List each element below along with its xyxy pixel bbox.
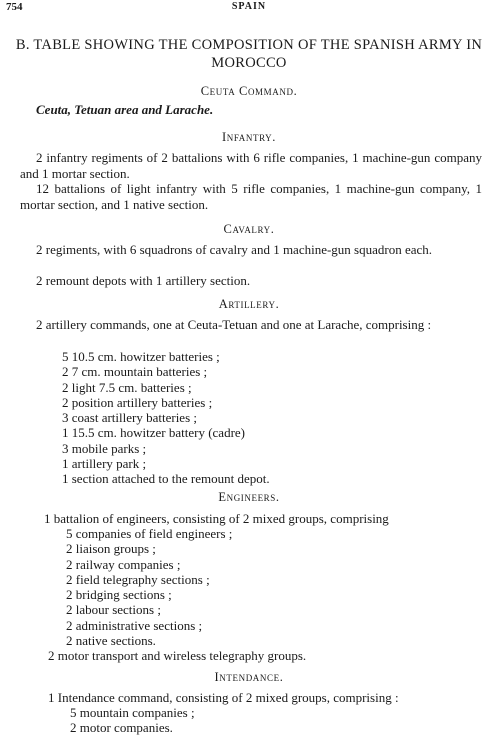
running-title: SPAIN <box>231 1 267 12</box>
list-item: 2 7 cm. mountain batteries ; <box>62 364 208 380</box>
artillery-intro: 2 artillery commands, one at Ceuta-Tetuan and one at Larache, comprising : <box>36 317 432 332</box>
engineers-list <box>66 526 232 648</box>
list-item: 3 coast artillery batteries ; <box>62 410 198 426</box>
list-item: 1 15.5 cm. howitzer battery (cadre) <box>62 425 246 441</box>
running-header <box>0 1 498 15</box>
infantry-heading: Infantry. <box>221 130 277 144</box>
list-item: 2 bridging sections ; <box>66 587 172 603</box>
list-item: 2 motor companies. <box>70 720 173 736</box>
cavalry-heading: Cavalry. <box>223 222 275 236</box>
list-item: 1 section attached to the remount depot. <box>62 471 270 487</box>
artillery-heading: Artillery. <box>218 297 280 311</box>
page-number: 754 <box>6 1 23 13</box>
list-item: 2 native sections. <box>66 633 156 649</box>
infantry-paragraph-1: 2 infantry regiments of 2 battalions with 6 rifle companies, 1 machine-gun company and 1 mortar section. <box>20 150 482 181</box>
list-item: 5 10.5 cm. howitzer batteries ; <box>62 349 220 364</box>
list-item: 2 labour sections ; <box>66 602 161 618</box>
list-item: 2 railway companies ; <box>66 556 181 572</box>
intendance-list <box>70 705 195 736</box>
engineers-closing: 2 motor transport and wireless telegraphy groups. <box>48 648 307 663</box>
list-item: 2 liaison groups ; <box>66 541 156 557</box>
cavalry-paragraph-1: 2 regiments, with 6 squadrons of cavalry and 1 machine-gun squadron each. <box>36 242 433 257</box>
intendance-intro: 1 Intendance command, consisting of 2 mixed groups, comprising : <box>48 690 399 705</box>
list-item: 1 artillery park ; <box>62 456 147 472</box>
list-item: 3 mobile parks ; <box>62 440 147 456</box>
command-heading: Ceuta Command. <box>200 84 298 98</box>
page-title: B. TABLE SHOWING THE COMPOSITION OF THE SPANISH ARMY IN MOROCCO <box>15 37 483 71</box>
command-subtitle: Ceuta, Tetuan area and Larache. <box>36 102 214 117</box>
cavalry-paragraph-2: 2 remount depots with 1 artillery section. <box>36 273 251 288</box>
engineers-intro: 1 battalion of engineers, consisting of 2 mixed groups, comprising <box>44 511 389 526</box>
list-item: 5 mountain companies ; <box>70 705 195 720</box>
list-item: 5 companies of field engineers ; <box>66 526 233 541</box>
list-item: 2 administrative sections ; <box>66 617 203 633</box>
artillery-list <box>62 349 270 487</box>
list-item: 2 position artillery batteries ; <box>62 394 213 410</box>
engineers-heading: Engineers. <box>218 490 280 504</box>
intendance-heading: Intendance. <box>214 670 284 684</box>
infantry-paragraph-2: 12 battalions of light infantry with 5 rifle companies, 1 machine-gun company, 1 mortar section, and 1 native section. <box>20 181 482 212</box>
list-item: 2 light 7.5 cm. batteries ; <box>62 379 192 395</box>
list-item: 2 field telegraphy sections ; <box>66 571 210 587</box>
